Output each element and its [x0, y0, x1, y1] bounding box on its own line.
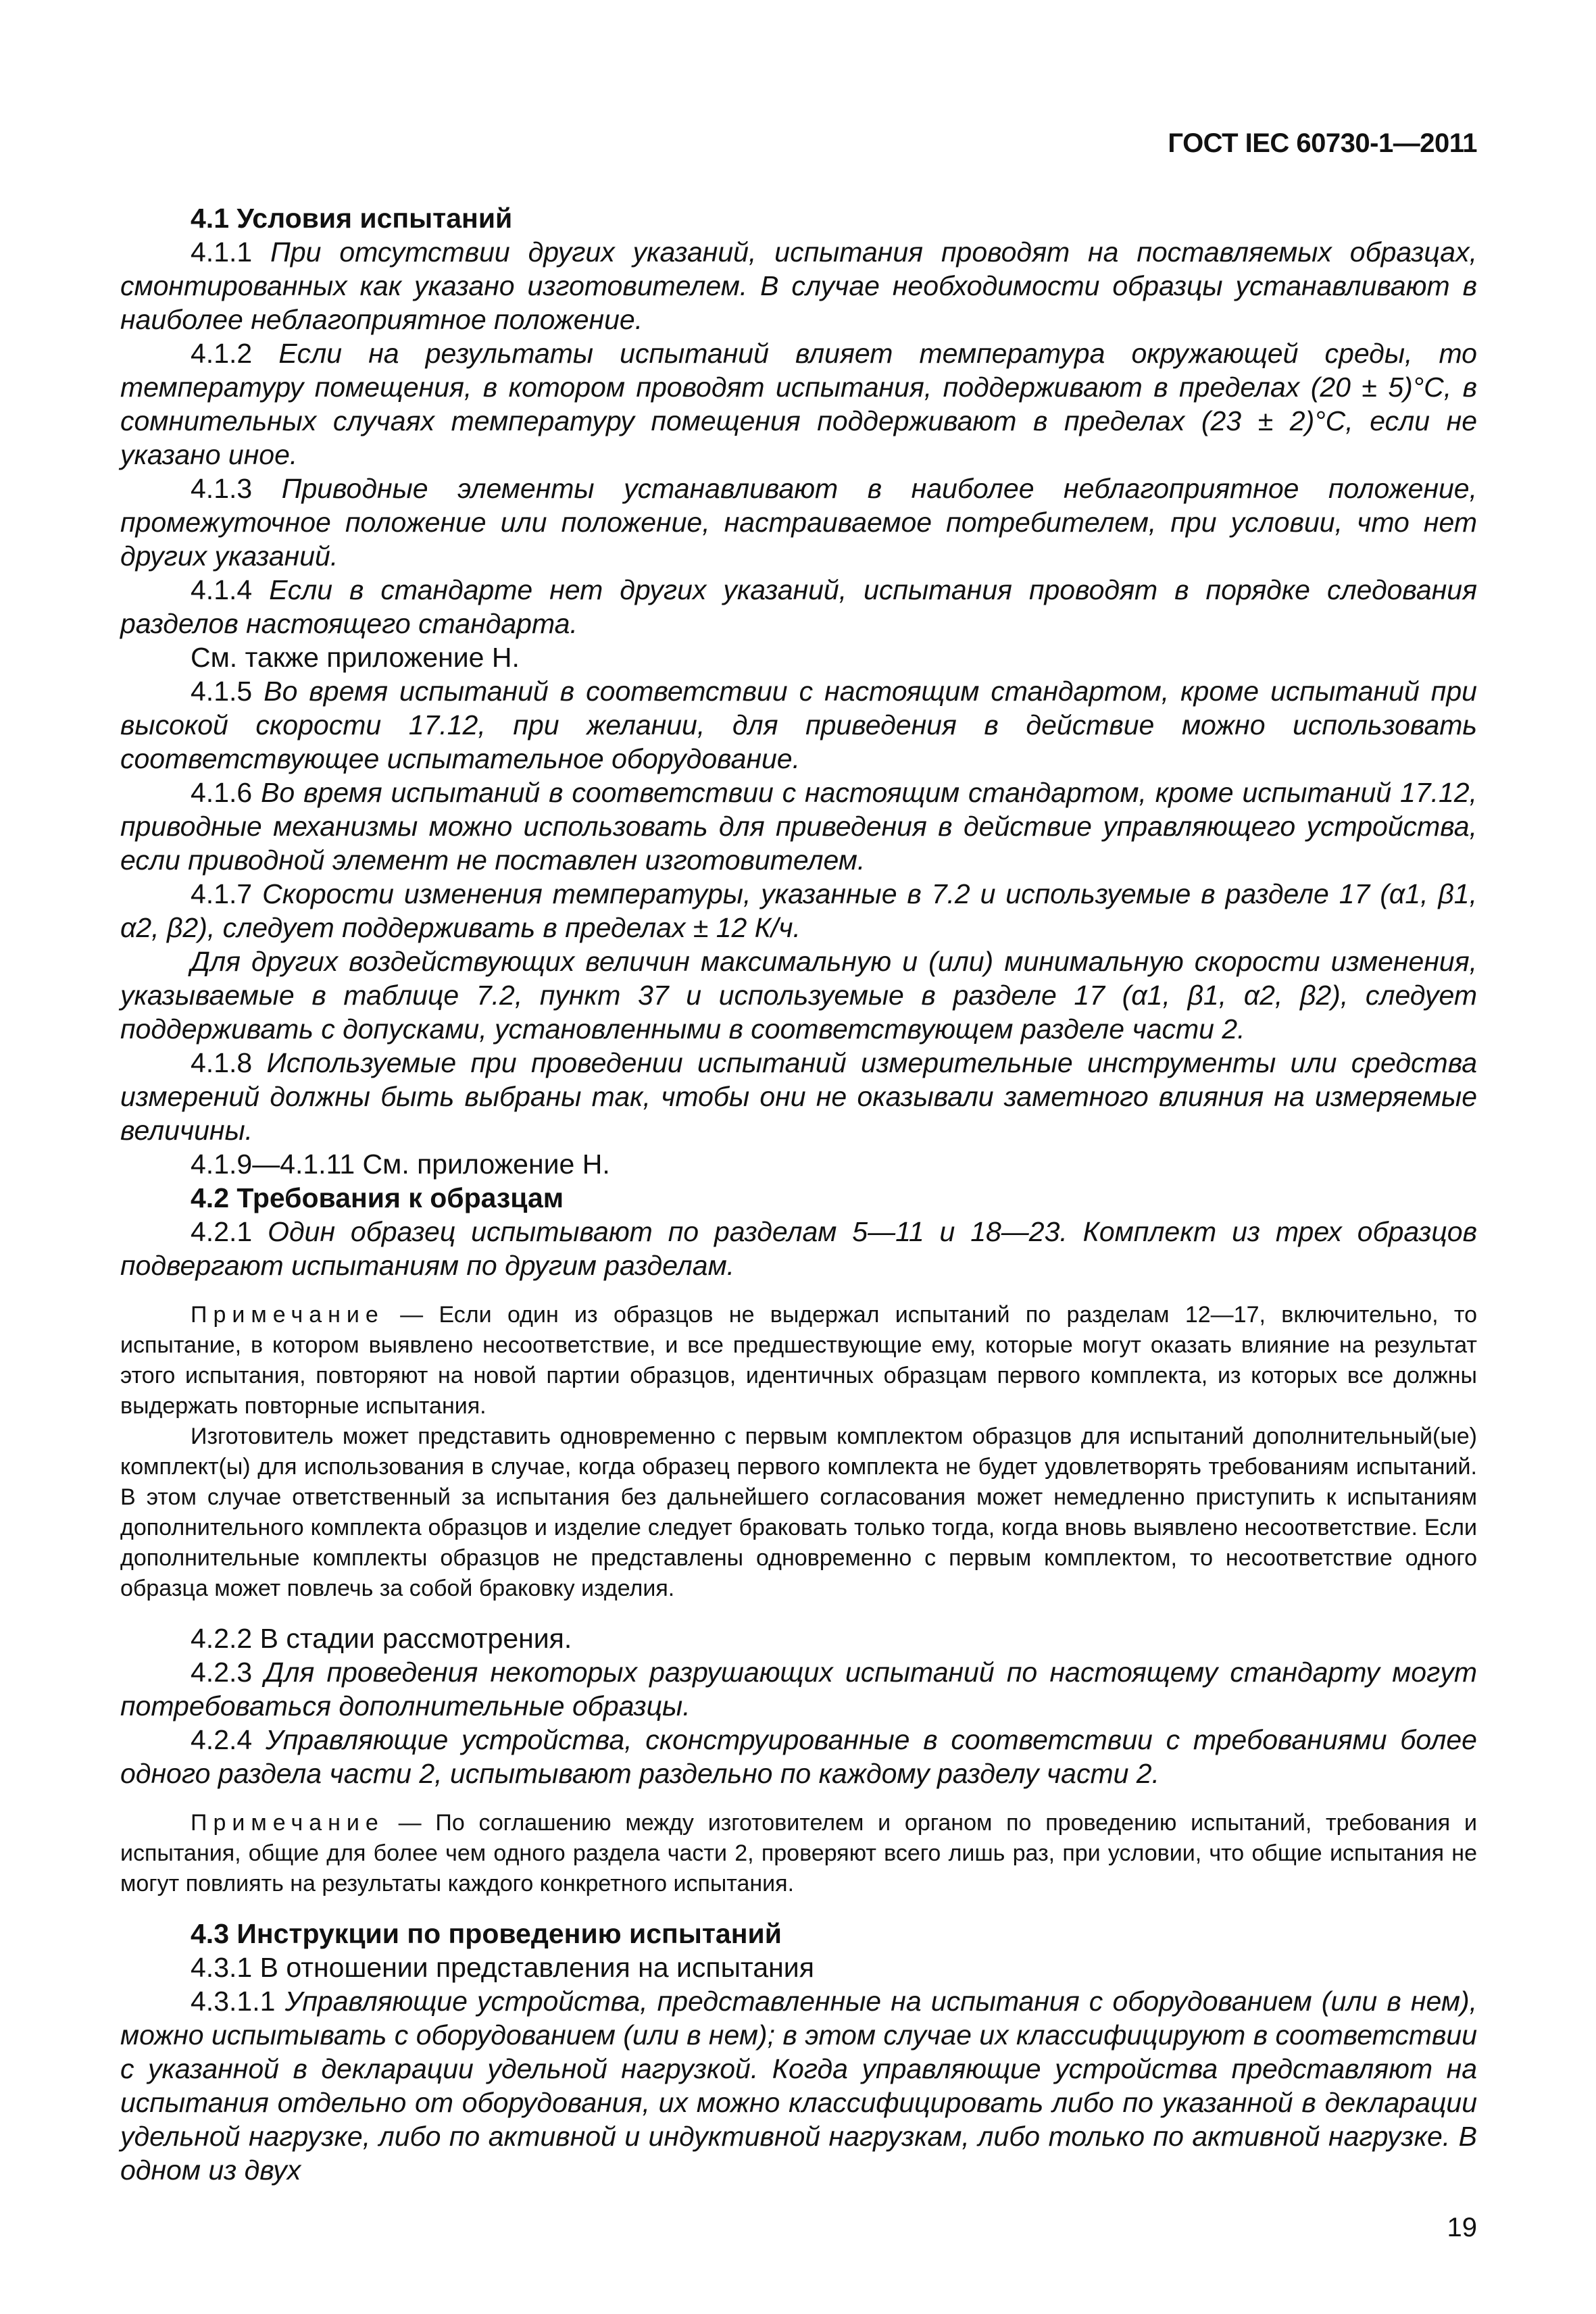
clause-number: 4.1.7	[191, 878, 253, 909]
clause-text: Для других воздействующих величин максимальную и (или) минимальную скорости изменения, указываемые в таблице 7.2, пункт 37 и используемые в разделе 17 (α1, β1, α2, β2), следует поддерживать с допусками, установленными в соответствующем разделе части 2.	[120, 946, 1477, 1045]
clause-text: При отсутствии других указаний, испытания проводят на поставляемых образцах, смонтированных как указано изготовителем. В случае необходимости образцы устанавливают в наиболее неблагоприятное положение.	[120, 236, 1477, 335]
note-label: Примечание	[191, 1302, 384, 1328]
page-header: ГОСТ IEC 60730-1—2011	[1168, 128, 1477, 158]
clause-4-1-8	[120, 1046, 1477, 1147]
note-4-2-4	[120, 1808, 1477, 1899]
clause-text: Управляющие устройства, сконструированные в соответствии с требованиями более одного раздела части 2, испытывают раздельно по каждому разделу части 2.	[120, 1724, 1477, 1789]
clause-4-1-3	[120, 472, 1477, 573]
clause-number: 4.1.5	[191, 676, 253, 707]
note-text: — Если один из образцов не выдержал испытаний по разделам 12—17, включительно, то испытание, в котором выявлено несоответствие, и все предшествующие ему, которые могут оказать влияние на результат этого испытания, повторяют на новой партии образцов, идентичных образцам первого комплекта, из которых все должны выдержать повторные испытания.	[120, 1302, 1477, 1419]
section-4-1-title: 4.1 Условия испытаний	[191, 203, 513, 234]
clause-4-2-2: 4.2.2 В стадии рассмотрения.	[191, 1623, 572, 1654]
clause-4-3-1-1	[120, 1984, 1477, 2187]
clause-text: Используемые при проведении испытаний измерительные инструменты или средства измерений должны быть выбраны так, чтобы они не оказывали заметного влияния на измеряемые величины.	[120, 1047, 1477, 1146]
clause-number: 4.1.4	[191, 574, 253, 605]
clause-number: 4.3.1.1	[191, 1986, 276, 2017]
clause-4-2-4	[120, 1723, 1477, 1790]
section-4-3-title: 4.3 Инструкции по проведению испытаний	[191, 1918, 782, 1949]
section-4-2-title: 4.2 Требования к образцам	[191, 1182, 564, 1213]
clause-text: Если на результаты испытаний влияет температура окружающей среды, то температуру помещения, в котором проводят испытания, поддерживают в пределах (20 ± 5)°С, в сомнительных случаях температуру помещения поддерживают в пределах (23 ± 2)°С, если не указано иное.	[120, 338, 1477, 470]
clause-text: Приводные элементы устанавливают в наиболее неблагоприятное положение, промежуточное положение или положение, настраиваемое потребителем, при условии, что нет других указаний.	[120, 473, 1477, 572]
clause-4-1-4	[120, 573, 1477, 640]
clause-4-2-3	[120, 1655, 1477, 1723]
note-4-2-1	[120, 1300, 1477, 1422]
page-content	[120, 201, 1477, 2187]
clause-4-3-1: 4.3.1 В отношении представления на испытания	[191, 1952, 814, 1983]
document-page	[120, 122, 1477, 2243]
clause-text: Управляющие устройства, представленные на испытания с оборудованием (или в нем), можно испытывать с оборудованием (или в нем); в этом случае их классифицируют в соответствии с указанной в декларации удельной нагрузкой. Когда управляющие устройства представляют на испытания отдельно от оборудования, их можно классифицировать либо по указанной в декларации удельной нагрузке, либо по активной и индуктивной нагрузкам, либо только по активной нагрузке. В одном из двух	[120, 1986, 1477, 2186]
clause-4-2-1	[120, 1215, 1477, 1282]
clause-number: 4.2.3	[191, 1657, 253, 1688]
clause-4-1-5	[120, 674, 1477, 776]
note-4-2-1-continuation: Изготовитель может представить одновременно с первым комплектом образцов для испытаний дополнительный(ые) комплект(ы) для использования в случае, когда образец первого комплекта не будет удовлетворять требованиям испытаний. В этом случае ответственный за испытания без дальнейшего согласования может немедленно приступить к испытаниям дополнительного комплекта образцов и изделие следует браковать только тогда, когда вновь выявлено несоответствие. Если дополнительные комплекты образцов не представлены одновременно с первым комплектом, то несоответствие одного образца может повлечь за собой браковку изделия.	[120, 1424, 1477, 1601]
clause-number: 4.1.6	[191, 777, 253, 808]
clause-text: Один образец испытывают по разделам 5—11 и 18—23. Комплект из трех образцов подвергают испытаниям по другим разделам.	[120, 1216, 1477, 1281]
clause-4-1-7	[120, 877, 1477, 945]
clause-4-1-4-reference: См. также приложение Н.	[191, 642, 520, 673]
clause-4-1-2	[120, 336, 1477, 472]
clause-text: Для проведения некоторых разрушающих испытаний по настоящему стандарту могут потребоваться дополнительные образцы.	[120, 1657, 1477, 1721]
clause-number: 4.2.1	[191, 1216, 253, 1247]
clause-number: 4.1.3	[191, 473, 253, 504]
clause-text: Во время испытаний в соответствии с настоящим стандартом, кроме испытаний 17.12, приводные механизмы можно использовать для приведения в действие управляющего устройства, если приводной элемент не поставлен изготовителем.	[120, 777, 1477, 876]
clause-number: 4.1.8	[191, 1047, 253, 1078]
clause-4-1-9-11: 4.1.9—4.1.11 См. приложение Н.	[191, 1149, 610, 1180]
clause-4-1-1	[120, 235, 1477, 336]
clause-number: 4.1.1	[191, 236, 253, 268]
page-number: 19	[1447, 2213, 1477, 2242]
clause-text: Во время испытаний в соответствии с настоящим стандартом, кроме испытаний при высокой скорости 17.12, при желании, для приведения в действие можно использовать соответствующее испытательное оборудование.	[120, 676, 1477, 774]
note-label: Примечание	[191, 1810, 384, 1836]
note-text: — По соглашению между изготовителем и органом по проведению испытаний, требования и испытания, общие для более чем одного раздела части 2, проверяют всего лишь раз, при условии, что общие испытания не могут повлиять на результаты каждого конкретного испытания.	[120, 1810, 1477, 1896]
clause-text: Скорости изменения температуры, указанные в 7.2 и используемые в разделе 17 (α1, β1, α2, β2), следует поддерживать в пределах ± 12 К/ч.	[120, 878, 1477, 943]
clause-4-1-6	[120, 776, 1477, 877]
clause-4-1-7-continuation	[120, 945, 1477, 1046]
clause-number: 4.2.4	[191, 1724, 253, 1755]
clause-text: Если в стандарте нет других указаний, испытания проводят в порядке следования разделов настоящего стандарта.	[120, 574, 1477, 639]
clause-number: 4.1.2	[191, 338, 253, 369]
